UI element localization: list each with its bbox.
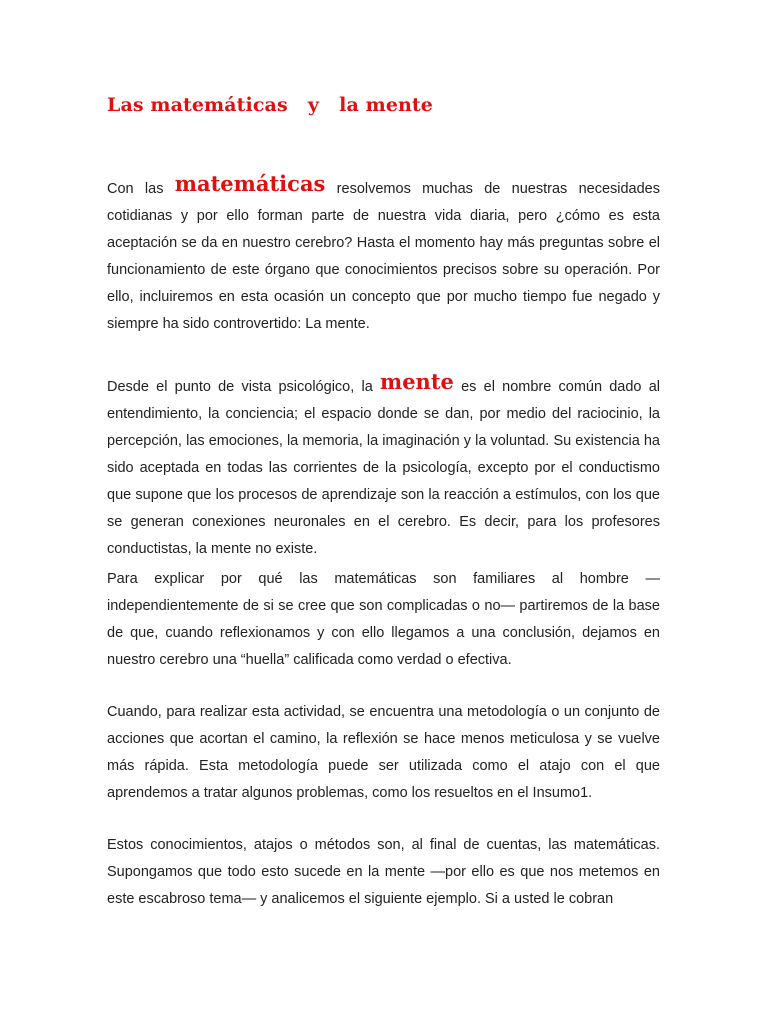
document-title: Las matemáticas y la mente — [107, 94, 433, 116]
paragraph-5: Estos conocimientos, atajos o métodos son, al final de cuentas, las matemáticas. Supongamos que todo esto sucede en la mente —por ello es que nos metemos en este escabroso tema— y analicemos el siguiente ejemplo. Si a usted le cobran — [107, 837, 660, 907]
paragraph-4: Cuando, para realizar esta actividad, se encuentra una metodología o un conjunto de acciones que acortan el camino, la reflexión se hace menos meticulosa y se vuelve más rápida. Esta metodología puede ser utilizada como el atajo con el que aprendemos a tratar algunos problemas, como los resueltos en el Insumo1. — [107, 704, 660, 801]
paragraph-2 — [107, 369, 660, 563]
paragraph-1-body: resolvemos muchas de nuestras necesidades cotidianas y por ello forman parte de nuestra vida diaria, pero ¿cómo es esta aceptación se da en nuestro cerebro? Hasta el momento hay más preguntas sobre el funcionamiento de este órgano que conocimientos precisos sobre su operación. Por ello, incluiremos en esta ocasión un concepto que por mucho tiempo fue negado y siempre ha sido controvertido: La mente. — [107, 181, 660, 332]
paragraph-1-intro: Con las — [107, 181, 175, 197]
paragraph-2-intro: Desde el punto de vista psicológico, la — [107, 379, 380, 395]
highlighted-word-mente: mente — [379, 369, 454, 394]
paragraph-3: Para explicar por qué las matemáticas son familiares al hombre —independientemente de si se cree que son complicadas o no— partiremos de la base de que, cuando reflexionamos y con ello llegamos a una conclusión, dejamos en nuestro cerebro una “huella” calificada como verdad o efectiva. — [107, 571, 660, 668]
paragraph-1 — [107, 171, 660, 338]
highlighted-word-matematicas: matemáticas — [174, 171, 326, 196]
paragraph-2-body: es el nombre común dado al entendimiento, la conciencia; el espacio donde se dan, por medio del raciocinio, la percepción, las emociones, la memoria, la imaginación y la voluntad. Su existencia ha sido aceptada en todas las corrientes de la psicología, excepto por el conductismo que supone que los procesos de aprendizaje son la reacción a estímulos, con los que se generan conexiones neuronales en el cerebro. Es decir, para los profesores conductistas, la mente no existe. — [107, 379, 660, 557]
